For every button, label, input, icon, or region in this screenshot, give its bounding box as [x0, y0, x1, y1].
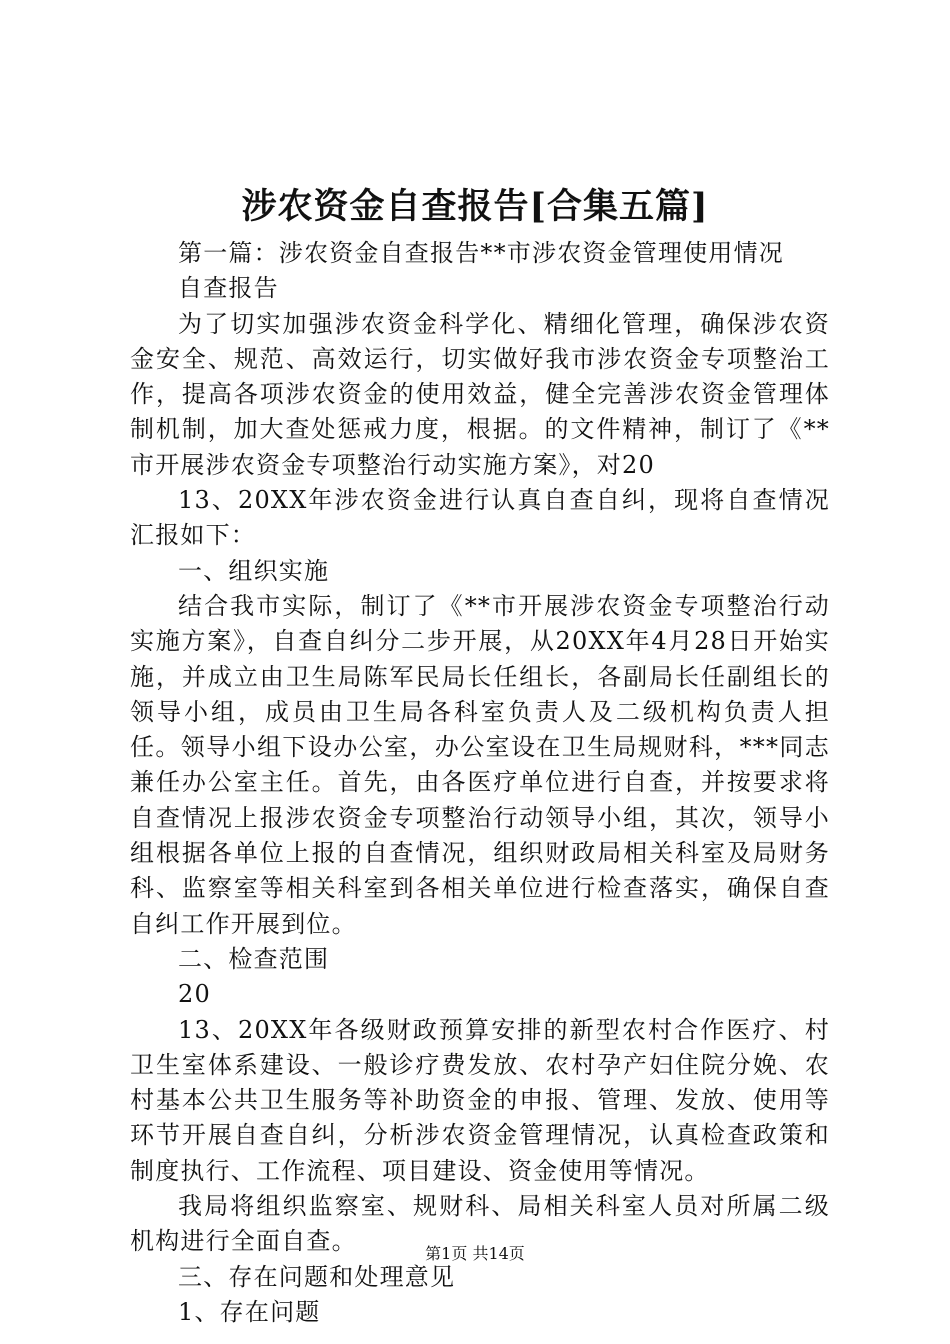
- document-body: [130, 236, 830, 1330]
- body-paragraph: 为了切实加强涉农资金科学化、精细化管理，确保涉农资金安全、规范、高效运行，切实做好我市涉农资金专项整治工作，提高各项涉农资金的使用效益，健全完善涉农资金管理体制机制，加大查处惩戒力度，根据。的文件精神，制订了《**市开展涉农资金专项整治行动实施方案》，对20: [130, 309, 830, 479]
- page-number-footer: 第1页 共14页: [425, 1244, 525, 1263]
- document-title: 涉农资金自查报告[合集五篇]: [241, 186, 709, 227]
- body-paragraph: 13、20XX年各级财政预算安排的新型农村合作医疗、村卫生室体系建设、一般诊疗费发放、农村孕产妇住院分娩、农村基本公共卫生服务等补助资金的申报、管理、发放、使用等环节开展自查自纠，分析涉农资金管理情况，认真检查政策和制度执行、工作流程、项目建设、资金使用等情况。: [130, 1015, 830, 1185]
- subsection-heading: 一、组织实施: [178, 556, 330, 585]
- body-paragraph: 13、20XX年涉农资金进行认真自查自纠，现将自查情况汇报如下：: [130, 486, 830, 550]
- body-paragraph: 我局将组织监察室、规财科、局相关科室人员对所属二级机构进行全面自查。: [130, 1192, 830, 1256]
- section-heading-continued: 自查报告: [178, 274, 279, 303]
- subsection-heading: 三、存在问题和处理意见: [178, 1262, 456, 1291]
- body-paragraph: 20: [178, 980, 211, 1009]
- section-heading: 第一篇：涉农资金自查报告**市涉农资金管理使用情况: [178, 239, 784, 267]
- subsection-heading: 二、检查范围: [178, 944, 330, 973]
- subsection-heading: 1、存在问题: [178, 1297, 321, 1326]
- body-paragraph: 结合我市实际，制订了《**市开展涉农资金专项整治行动实施方案》，自查自纠分二步开展，从20XX年4月28日开始实施，并成立由卫生局陈军民局长任组长，各副局长任副组长的领导小组，成员由卫生局各科室负责人及二级机构负责人担任。领导小组下设办公室，办公室设在卫生局规财科，***同志兼任办公室主任。首先，由各医疗单位进行自查，并按要求将自查情况上报涉农资金专项整治行动领导小组，其次，领导小组根据各单位上报的自查情况，组织财政局相关科室及局财务科、监察室等相关科室到各相关单位进行检查落实，确保自查自纠工作开展到位。: [130, 591, 830, 938]
